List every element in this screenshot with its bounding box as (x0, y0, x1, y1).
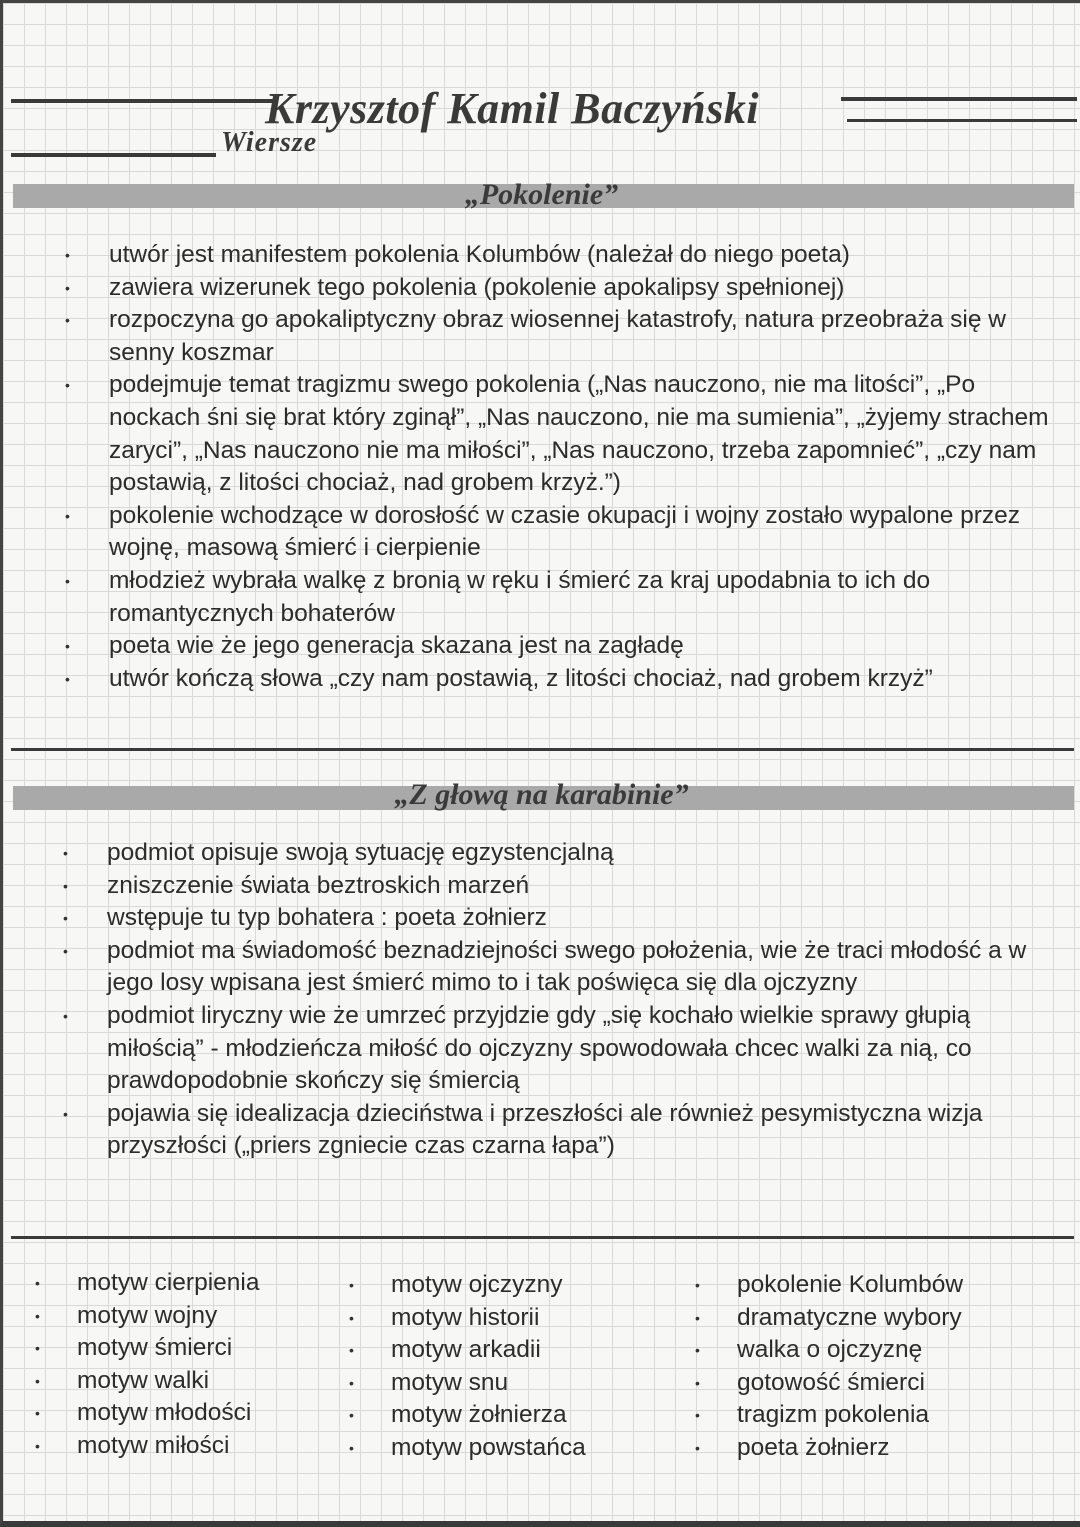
motif-item: • motyw snu (349, 1368, 509, 1396)
header-rule-left (11, 99, 273, 103)
list-item: • podmiot ma świadomość beznadziejności swego położenia, wie że traci młodość a w jego losy wpisana jest śmierć mimo to i tak poświęca się dla ojczyzny (63, 936, 1027, 997)
list-item: • zniszczenie świata beztroskich marzeń (63, 871, 530, 899)
list-item: • pojawia się idealizacja dzieciństwa i przeszłości ale również pesymistyczna wizja przyszłości („priers zgniecie czas czarna łapa”) (63, 1099, 983, 1160)
motif-item: • motyw walki (35, 1366, 210, 1394)
motif-item: • motyw historii (349, 1303, 540, 1331)
motif-item: • poeta żołnierz (695, 1433, 890, 1461)
motif-item: • motyw cierpienia (35, 1269, 260, 1296)
list-item: • utwór kończą słowa „czy nam postawią, z litości chociaż, nad grobem krzyż” (65, 664, 933, 692)
list-item: • zawiera wizerunek tego pokolenia (pokolenie apokalipsy spełnionej) (65, 273, 845, 301)
motif-item: • pokolenie Kolumbów (695, 1271, 964, 1298)
motif-item: • motyw arkadii (349, 1336, 541, 1364)
motif-item: • motyw wojny (35, 1301, 218, 1329)
motifs-column-2 (349, 1269, 671, 1465)
motif-item: • motyw powstańca (349, 1433, 586, 1461)
motif-item: • motyw miłości (35, 1431, 230, 1459)
header-rule-right (841, 97, 1077, 101)
motif-item: • motyw śmierci (35, 1334, 233, 1362)
section-divider (11, 1236, 1074, 1239)
list-item: • młodzież wybrała walkę z bronią w ręku i śmierć za kraj upodabnia to ich do romantycznych bohaterów (65, 566, 931, 627)
motif-item: • motyw młodości (35, 1399, 252, 1427)
motifs-column-1 (35, 1267, 327, 1463)
list-item: • poeta wie że jego generacja skazana jest na zagładę (65, 632, 684, 660)
motif-item: • tragizm pokolenia (695, 1401, 930, 1429)
z-glowa-list (63, 837, 1037, 1163)
motif-item: • dramatyczne wybory (695, 1303, 962, 1331)
motif-item: • motyw ojczyzny (349, 1271, 563, 1298)
motif-item: • walka o ojczyznę (695, 1336, 923, 1364)
section-title-pokolenie: „Pokolenie” (464, 178, 619, 211)
list-item: • pokolenie wchodzące w dorosłość w czasie okupacji i wojny zostało wypalone przez wojnę, masową śmierć i cierpienie (65, 501, 1021, 562)
section-divider (11, 748, 1074, 751)
header-rule-right-lower (847, 119, 1077, 122)
list-item: • rozpoczyna go apokaliptyczny obraz wiosennej katastrofy, natura przeobraża się w senny koszmar (65, 306, 1006, 366)
motif-item: • gotowość śmierci (695, 1368, 925, 1396)
list-item: • utwór jest manifestem pokolenia Kolumbów (należał do niego poeta) (65, 241, 850, 268)
page-subtitle: Wiersze (221, 127, 318, 158)
page-title: Krzysztof Kamil Baczyński (265, 84, 760, 133)
list-item: • podmiot opisuje swoją sytuację egzystencjalną (63, 839, 614, 866)
motif-item: • motyw żołnierza (349, 1401, 567, 1429)
section-title-z-glowa: „Z głową na karabinie” (394, 778, 689, 811)
motifs-column-3 (695, 1269, 1037, 1465)
list-item: • wstępuje tu typ bohatera : poeta żołnierz (63, 904, 547, 932)
list-item: • podmiot liryczny wie że umrzeć przyjdzie gdy „się kochało wielkie sprawy głupią miłością” - młodzieńcza miłość do ojczyzny spowodowała chcec walki za nią, co prawdopodobnie skończy się śmiercią (63, 1001, 972, 1095)
subtitle-rule (11, 153, 216, 157)
pokolenie-list (65, 239, 1059, 695)
list-item: • podejmuje temat tragizmu swego pokolenia („Nas nauczono, nie ma litości”, „Po nockach śni się brat który zginął”, „Nas nauczono, nie ma sumienia”, „żyjemy strachem zaryci”, „Nas nauczono nie ma miłości”, „Nas nauczono, trzeba zapomnieć”, „czy nam postawią, z litości chociaż, nad grobem krzyż.”) (65, 371, 1049, 497)
